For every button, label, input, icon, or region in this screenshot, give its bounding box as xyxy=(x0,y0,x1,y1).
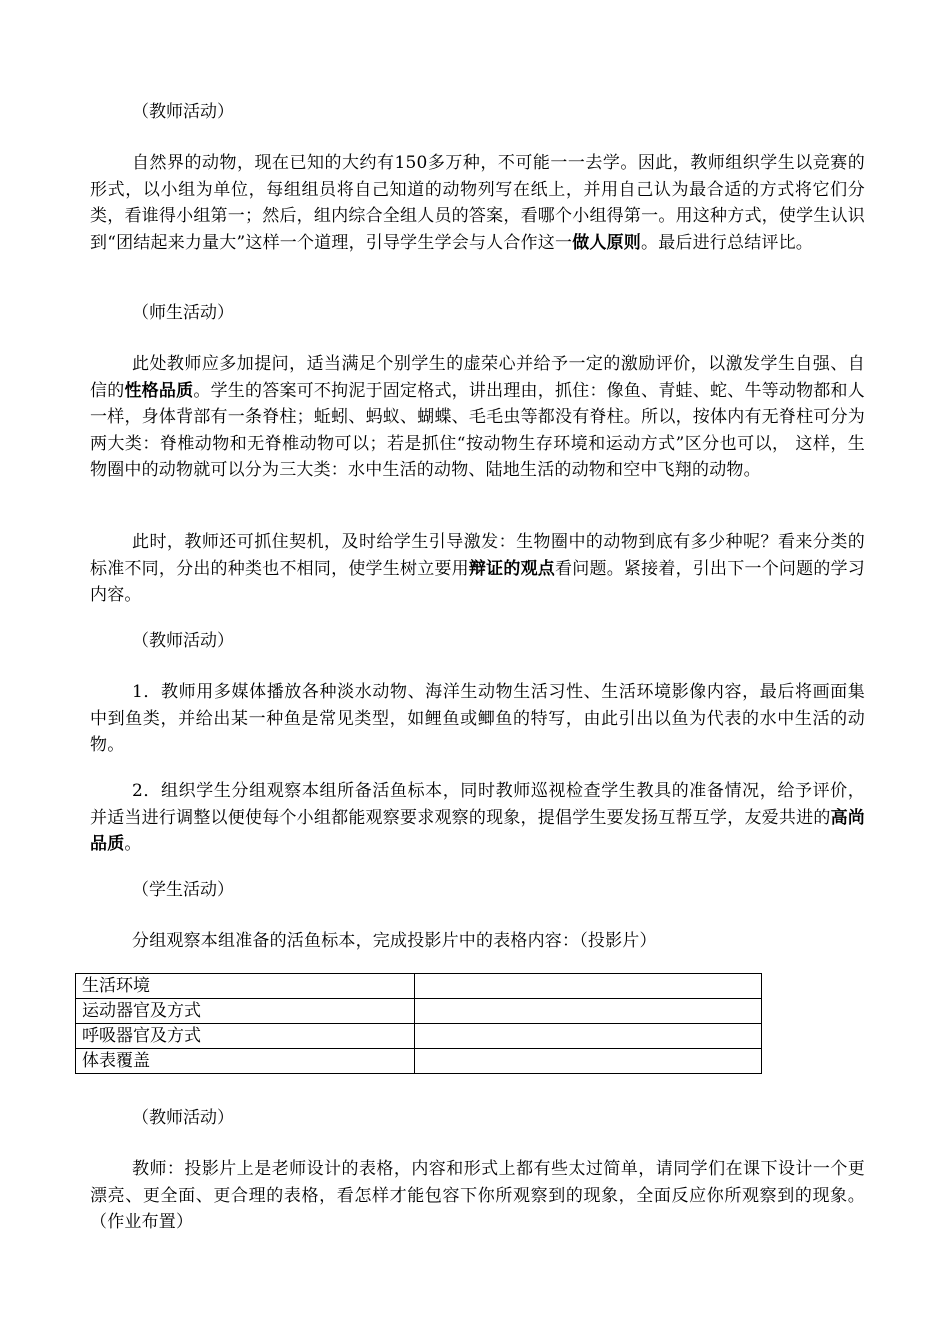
table-row-value xyxy=(415,974,762,999)
fish-observation-table xyxy=(75,973,762,1074)
section-label-student-activity: （学生活动） xyxy=(132,880,234,900)
paragraph-group-observation-step-2 xyxy=(90,778,865,858)
paragraph-questioning-guidance xyxy=(90,351,865,484)
table-row xyxy=(76,1024,762,1049)
section-label-teacher-activity-1: （教师活动） xyxy=(132,102,234,122)
section-label-teacher-activity-2: （教师活动） xyxy=(132,631,234,651)
table-row xyxy=(76,974,762,999)
table-row xyxy=(76,999,762,1024)
table-row xyxy=(76,1049,762,1074)
paragraph-text: 自然界的动物，现在已知的大约有150多万种，不可能一一去学。因此，教师组织学生以竞赛的形式，以小组为单位，每组组员将自己知道的动物列写在纸上，并用自己认为最合适的方式将它们分类，看谁得小组第一；然后，组内综合全组人员的答案，看哪个小组得第一。用这种方式，使学生认识到“团结起来力量大”这样一个道理，引导学生学会与人合作这一 xyxy=(90,153,865,253)
emphasis-text: 性格品质 xyxy=(124,380,194,401)
table-row-value xyxy=(415,1049,762,1074)
paragraph-text: 。最后进行总结评比。 xyxy=(641,232,813,253)
section-label-teacher-activity-3: （教师活动） xyxy=(132,1108,234,1128)
emphasis-text: 辩证的观点 xyxy=(468,558,556,579)
paragraph-text: 。 xyxy=(124,834,142,854)
paragraph-table-instruction: 分组观察本组准备的活鱼标本，完成投影片中的表格内容：（投影片） xyxy=(132,931,657,951)
paragraph-homework-assignment: 教师：投影片上是老师设计的表格，内容和形式上都有些太过简单，请同学们在课下设计一个更漂亮、更全面、更合理的表格，看怎样才能包容下你所观察到的现象，全面反应你所观察到的现象。（作业布置） xyxy=(90,1159,865,1232)
paragraph-text: 2．组织学生分组观察本组所备活鱼标本，同时教师巡视检查学生教具的准备情况，给予评价，并适当进行调整以便使每个小组都能观察要求观察的现象，提倡学生要发扬互帮互学，友爱共进的 xyxy=(90,781,865,828)
table-row-label: 呼吸器官及方式 xyxy=(76,1024,415,1049)
paragraph-text: 此时，教师还可抓住契机，及时给学生引导激发：生物圈中的动物到底有多少种呢？看来分类的标准不同，分出的种类也不相同，使学生树立要用 xyxy=(90,532,865,579)
table-row-value xyxy=(415,999,762,1024)
paragraph-text: 看问题。紧接着，引出下一个问题的学习内容。 xyxy=(90,558,866,605)
table-row-label: 运动器官及方式 xyxy=(76,999,415,1024)
table-row-value xyxy=(415,1024,762,1049)
section-label-teacher-student-activity: （师生活动） xyxy=(132,303,234,323)
paragraph-animal-classification-competition xyxy=(90,150,865,256)
emphasis-text: 高尚品质 xyxy=(90,807,865,854)
paragraph-text: 此处教师应多加提问，适当满足个别学生的虚荣心并给予一定的激励评价，以激发学生自强、自信的 xyxy=(90,354,865,401)
paragraph-text: 。学生的答案可不拘泥于固定格式，讲出理由，抓住：像鱼、青蛙、蛇、牛等动物都和人一样，身体背部有一条脊柱；蚯蚓、蚂蚁、蝴蝶、毛毛虫等都没有脊柱。所以，按体内有无脊柱可分为两大类：脊椎动物和无脊椎动物可以；若是抓住“按动物生存环境和运动方式”区分也可以， 这样，生物圈中的动物就可以分为三大类：水中生活的动物、陆地生活的动物和空中飞翔的动物。 xyxy=(90,380,865,480)
table-row-label: 体表覆盖 xyxy=(76,1049,415,1074)
table-row-label: 生活环境 xyxy=(76,974,415,999)
paragraph-multimedia-step-1: 1．教师用多媒体播放各种淡水动物、海洋生动物生活习性、生活环境影像内容，最后将画面集中到鱼类，并给出某一种鱼是常见类型，如鲤鱼或鲫鱼的特写，由此引出以鱼为代表的水中生活的动物。 xyxy=(90,682,865,755)
emphasis-text: 做人原则 xyxy=(572,232,641,253)
paragraph-dialectical-view xyxy=(90,529,865,609)
